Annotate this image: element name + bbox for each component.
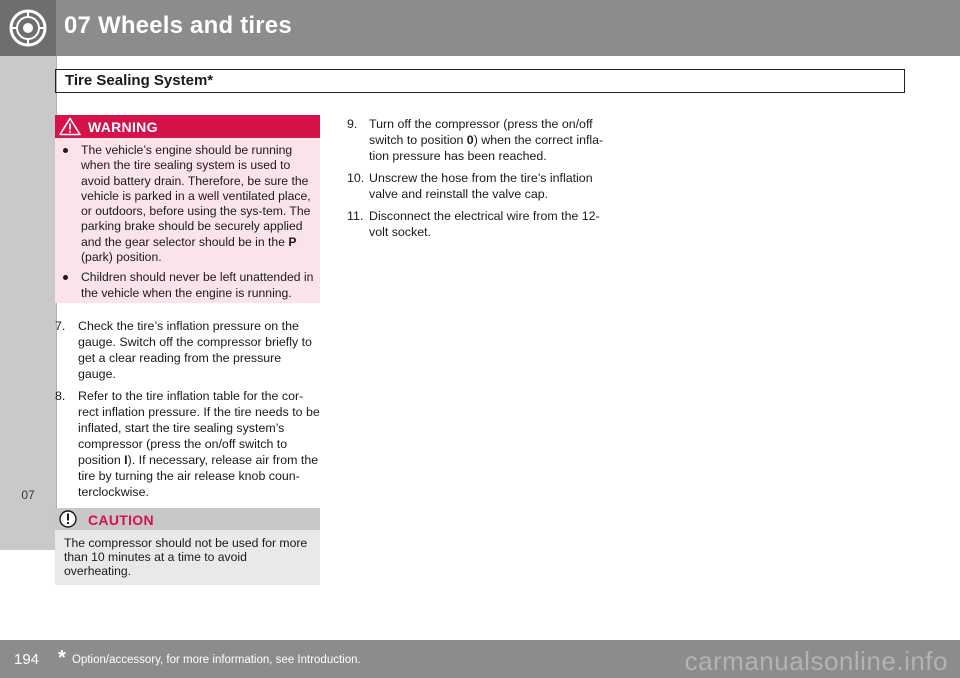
step-number: 11. — [347, 209, 364, 223]
caution-title: CAUTION — [88, 512, 154, 528]
bullet-dot — [63, 148, 68, 153]
exclamation-circle-icon — [59, 510, 77, 528]
caution-text: The compressor should not be used for more than 10 minutes at a time to avoid overheating. — [64, 536, 308, 578]
page-footer — [0, 640, 960, 678]
page-number: 194 — [14, 651, 40, 668]
warning-box — [55, 115, 320, 303]
chapter-title: 07 Wheels and tires — [64, 12, 292, 39]
footnote-star: * — [58, 647, 66, 669]
warning-bullet: The vehicle’s engine should be running when the tire sealing system is used to avoid battery drain. Therefore, be sure the vehicle is parked in a well ventilated place, or outdoors, before using the sys-tem. The parking brake should be securely applied and the gear selector should be in the P (park) position. — [61, 143, 317, 265]
step-item: 11. Disconnect the electrical wire from the 12-volt socket. — [347, 209, 600, 239]
tire-icon — [8, 8, 48, 48]
steps-list-left — [55, 318, 322, 506]
section-title: Tire Sealing System* — [65, 72, 214, 89]
chapter-tab-number: 07 — [21, 488, 35, 502]
step-number: 8. — [55, 389, 66, 403]
footnote-text: Option/accessory, for more information, see Introduction. — [72, 654, 361, 666]
warning-bullet: Children should never be left unattended in the vehicle when the engine is running. — [61, 270, 317, 301]
warning-title: WARNING — [88, 119, 158, 135]
steps-list-right — [347, 116, 617, 246]
step-item: 7. Check the tire’s inflation pressure on the gauge. Switch off the compressor briefly to get a clear reading from the pressure gauge. — [55, 319, 312, 381]
step-item: 9. Turn off the compressor (press the on/off switch to position 0) when the correct infla-tion pressure has been reached. — [347, 117, 604, 163]
caution-header — [55, 508, 320, 530]
watermark: carmanualsonline.info — [684, 646, 948, 676]
chapter-side-tab — [0, 56, 57, 550]
warning-header — [55, 115, 320, 138]
step-item: 10. Unscrew the hose from the tire’s inflation valve and reinstall the valve cap. — [347, 171, 593, 201]
caution-box — [55, 508, 320, 585]
step-item: 8. Refer to the tire inflation table for the cor-rect inflation pressure. If the tire needs to be inflated, start the tire sealing system’s compressor (press the on/off switch to position I). If necessary, release air from the tire by turning the air release knob coun-terclockwise. — [55, 389, 320, 499]
section-title-box — [55, 69, 905, 93]
bullet-dot — [63, 275, 68, 280]
warning-bullet-list — [61, 143, 317, 306]
step-number: 7. — [55, 319, 66, 333]
chapter-header — [0, 0, 960, 56]
step-number: 9. — [347, 117, 358, 131]
warning-triangle-icon — [59, 117, 81, 136]
chapter-icon-box — [0, 0, 56, 56]
step-number: 10. — [347, 171, 365, 185]
